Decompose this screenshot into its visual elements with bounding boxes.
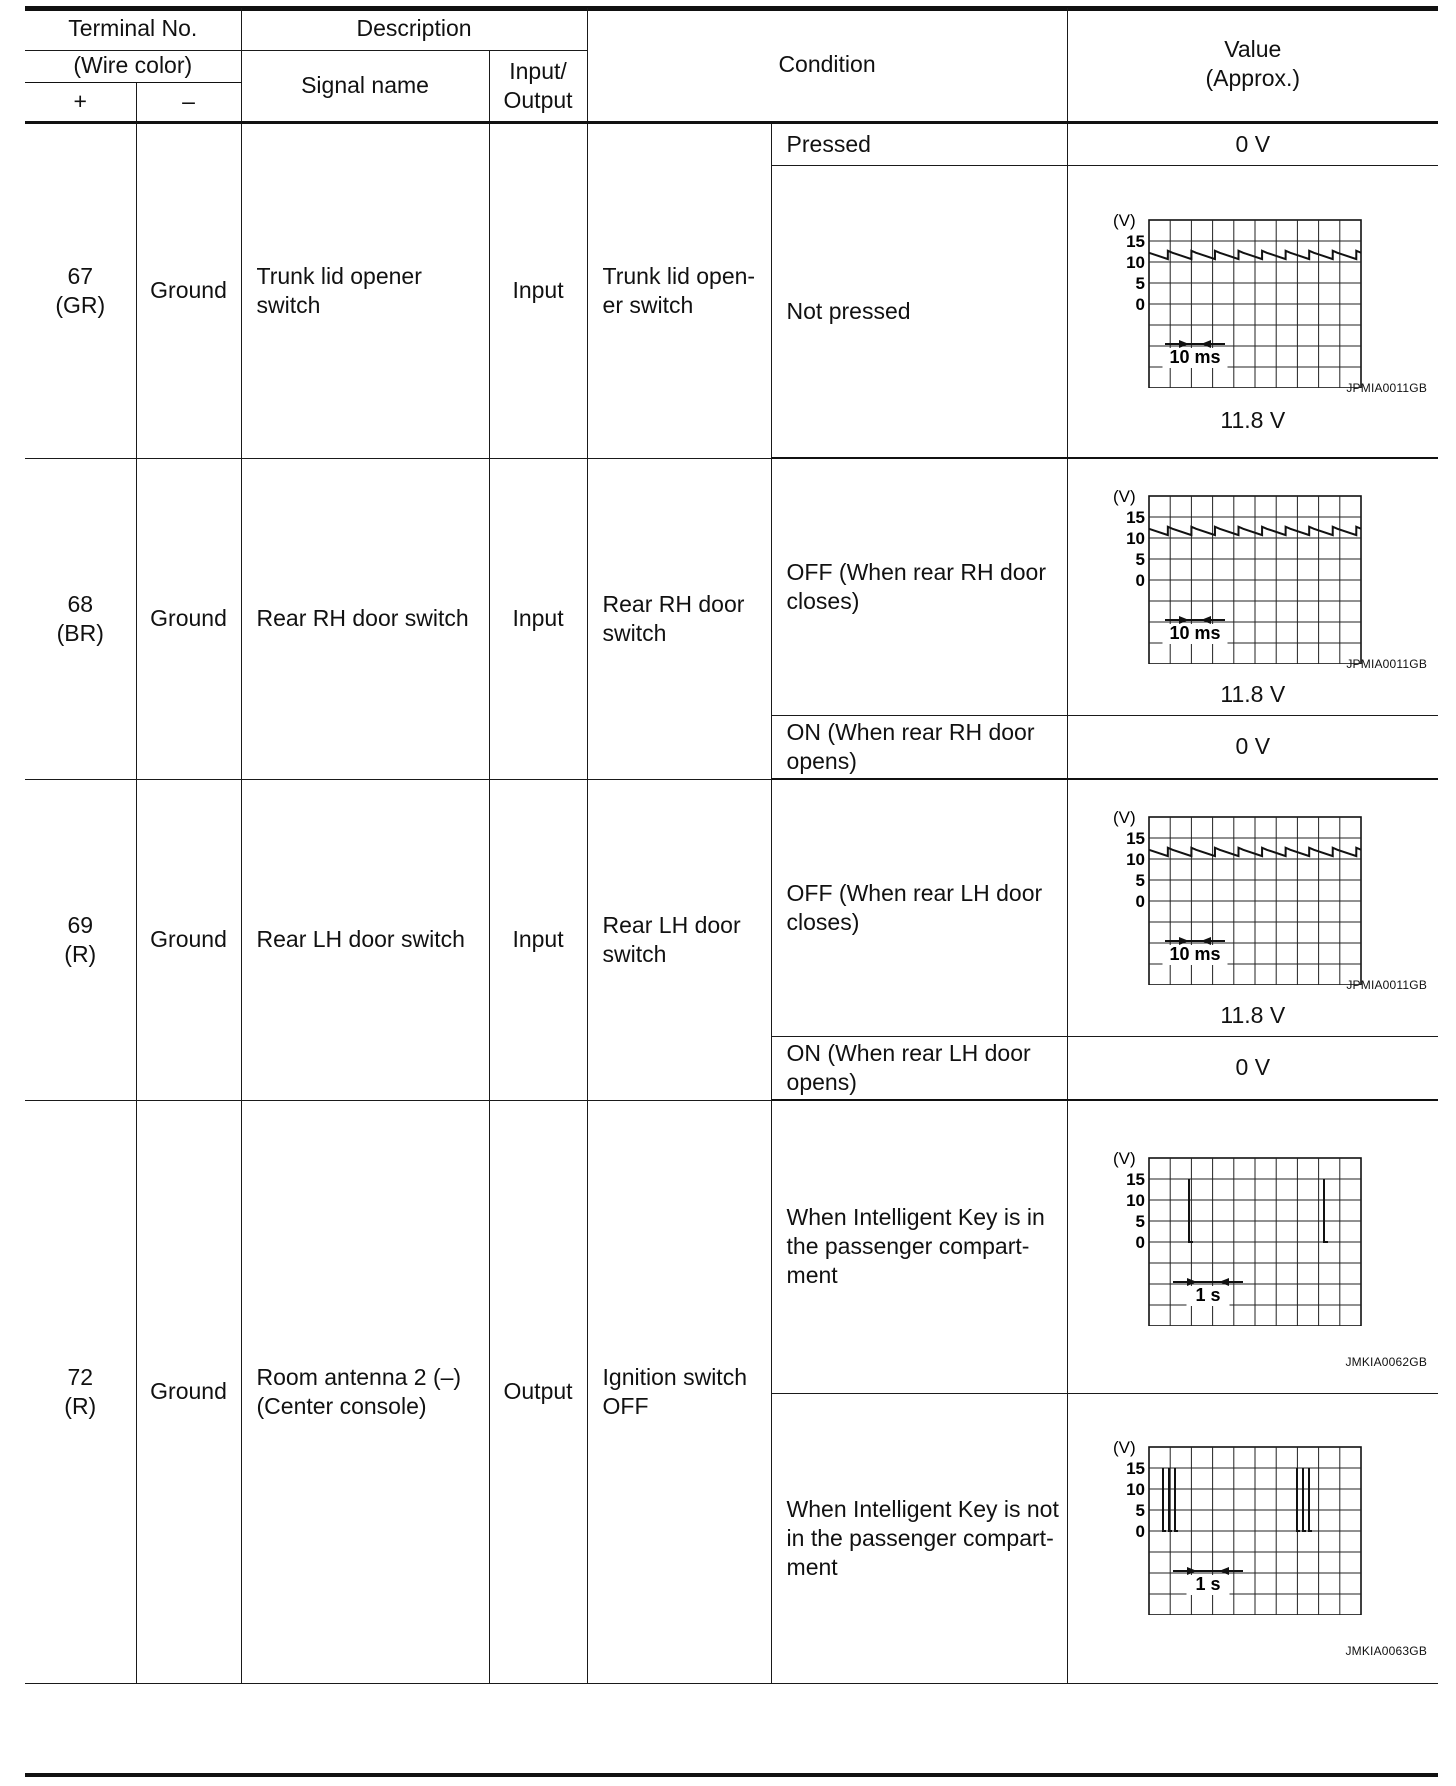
oscilloscope-waveform bbox=[1113, 1435, 1363, 1615]
minus-terminal: Ground bbox=[136, 779, 241, 1100]
wire-color-label: (Wire color) bbox=[73, 51, 193, 78]
condition-line: Trunk lid open- bbox=[602, 262, 756, 289]
terminal-number: 67 bbox=[67, 262, 94, 289]
state-condition bbox=[771, 1393, 1067, 1683]
signal-name-cell bbox=[241, 122, 489, 458]
scope-tick-label: 0 bbox=[1135, 1522, 1145, 1541]
terminal-table bbox=[25, 8, 1438, 1684]
state-condition-line: opens) bbox=[786, 747, 857, 774]
state-condition-line: the passenger compart- bbox=[786, 1233, 1030, 1260]
scope-tick-label: 15 bbox=[1125, 828, 1145, 848]
condition-cell bbox=[587, 122, 771, 458]
plus-label: + bbox=[73, 88, 87, 114]
state-condition bbox=[771, 458, 1067, 715]
signal-name-line: Trunk lid opener bbox=[256, 262, 422, 289]
table-row bbox=[25, 779, 1438, 1036]
terminal-cell bbox=[25, 1100, 136, 1683]
io-cell: Input bbox=[489, 122, 587, 458]
state-condition bbox=[771, 715, 1067, 779]
state-condition-line: ON (When rear LH door bbox=[786, 1039, 1031, 1066]
state-condition-line: closes) bbox=[786, 908, 860, 935]
scope-time-label: 10 ms bbox=[1169, 943, 1221, 964]
condition-line: Rear LH door bbox=[602, 911, 741, 938]
state-value: 0 V bbox=[1067, 122, 1438, 165]
scope-unit-label: (V) bbox=[1112, 1438, 1136, 1457]
input-output-label-2: Output bbox=[503, 86, 573, 113]
figure-id: JMKIA0062GB bbox=[1345, 1355, 1428, 1370]
state-condition bbox=[771, 1036, 1067, 1100]
scope-time-label: 10 ms bbox=[1169, 622, 1221, 643]
scope-tick-label: 10 bbox=[1125, 849, 1145, 869]
state-condition-line: in the passenger compart- bbox=[786, 1524, 1054, 1551]
signal-name-label: Signal name bbox=[301, 72, 429, 98]
plus-header bbox=[25, 82, 136, 122]
condition-line: Rear RH door bbox=[602, 590, 745, 617]
state-condition-line: ment bbox=[786, 1553, 838, 1580]
scope-tick-label: 15 bbox=[1125, 232, 1145, 252]
figure-id: JPMIA0011GB bbox=[1346, 977, 1428, 992]
signal-name-cell bbox=[241, 1100, 489, 1683]
scope-time-label: 1 s bbox=[1195, 1574, 1221, 1594]
state-condition-line: When Intelligent Key is not bbox=[786, 1495, 1059, 1522]
oscilloscope-waveform bbox=[1113, 805, 1363, 985]
scope-tick-label: 5 bbox=[1135, 1212, 1145, 1232]
wire-color: (GR) bbox=[55, 291, 106, 318]
wire-color: (R) bbox=[64, 940, 97, 967]
minus-terminal: Ground bbox=[136, 458, 241, 779]
figure-id: JPMIA0011GB bbox=[1346, 656, 1428, 671]
state-condition-line: opens) bbox=[786, 1068, 857, 1095]
terminal-number: 69 bbox=[67, 911, 94, 938]
state-condition-line: ON (When rear RH door bbox=[786, 718, 1035, 745]
signal-name-line: Rear LH door switch bbox=[256, 926, 465, 952]
state-value: 0 V bbox=[1067, 1036, 1438, 1100]
signal-name-cell bbox=[241, 458, 489, 779]
state-value-cell bbox=[1067, 1393, 1438, 1683]
scope-time-label: 10 ms bbox=[1169, 347, 1221, 368]
scope-tick-label: 10 bbox=[1125, 1191, 1145, 1211]
scope-tick-label: 5 bbox=[1135, 1501, 1145, 1520]
scope-tick-label: 0 bbox=[1135, 891, 1145, 911]
state-value-cell bbox=[1067, 458, 1438, 715]
description-header bbox=[241, 8, 587, 50]
terminal-table-container bbox=[25, 8, 1438, 1684]
terminal-no-header bbox=[25, 8, 241, 50]
terminal-number: 68 bbox=[67, 590, 94, 617]
oscilloscope-waveform bbox=[1113, 484, 1363, 664]
terminal-no-label: Terminal No. bbox=[68, 15, 198, 42]
wire-color-header bbox=[25, 50, 241, 82]
condition-cell bbox=[587, 779, 771, 1100]
wire-color: (BR) bbox=[56, 619, 104, 646]
wire-color: (R) bbox=[64, 1392, 97, 1419]
state-condition: Pressed bbox=[771, 122, 1067, 165]
oscilloscope-waveform bbox=[1113, 208, 1363, 388]
terminal-cell bbox=[25, 779, 136, 1100]
condition-line: switch bbox=[602, 940, 667, 967]
condition-line: er switch bbox=[602, 291, 694, 318]
scope-trace bbox=[1189, 1179, 1328, 1242]
io-cell: Input bbox=[489, 779, 587, 1100]
scope-tick-label: 5 bbox=[1135, 549, 1145, 569]
minus-terminal: Ground bbox=[136, 122, 241, 458]
scope-tick-label: 5 bbox=[1135, 274, 1145, 294]
scope-tick-label: 15 bbox=[1125, 507, 1145, 527]
scope-tick-label: 10 bbox=[1125, 1480, 1145, 1499]
scope-unit-label: (V) bbox=[1112, 211, 1136, 231]
oscilloscope-waveform bbox=[1113, 1146, 1363, 1326]
scope-unit-label: (V) bbox=[1112, 1149, 1136, 1169]
figure-id: JPMIA0011GB bbox=[1346, 381, 1428, 396]
state-condition-line: OFF (When rear LH door bbox=[786, 879, 1043, 906]
table-row bbox=[25, 458, 1438, 715]
signal-name-header bbox=[241, 50, 489, 122]
io-cell: Input bbox=[489, 458, 587, 779]
scope-tick-label: 15 bbox=[1125, 1170, 1145, 1190]
signal-name-line: Room antenna 2 (–) bbox=[256, 1363, 462, 1390]
scope-trace bbox=[1163, 1468, 1312, 1531]
scope-tick-label: 15 bbox=[1125, 1459, 1145, 1478]
scope-time-label: 1 s bbox=[1195, 1285, 1221, 1306]
state-condition bbox=[771, 779, 1067, 1036]
scope-tick-label: 5 bbox=[1135, 870, 1145, 890]
condition-header bbox=[587, 8, 1067, 122]
signal-name-cell bbox=[241, 779, 489, 1100]
condition-cell bbox=[587, 1100, 771, 1683]
signal-name-line: (Center console) bbox=[256, 1392, 427, 1419]
scope-tick-label: 10 bbox=[1125, 528, 1145, 548]
table-row bbox=[25, 122, 1438, 165]
input-output-label-1: Input/ bbox=[509, 57, 567, 84]
scope-tick-label: 0 bbox=[1135, 570, 1145, 590]
state-value-cell bbox=[1067, 1100, 1438, 1393]
state-condition: Not pressed bbox=[771, 165, 1067, 458]
state-condition bbox=[771, 1100, 1067, 1393]
scope-unit-label: (V) bbox=[1112, 807, 1136, 827]
terminal-cell bbox=[25, 458, 136, 779]
bottom-rule bbox=[25, 1773, 1438, 1777]
state-value-cell bbox=[1067, 779, 1438, 1036]
description-label: Description bbox=[356, 15, 472, 42]
terminal-number: 72 bbox=[67, 1363, 94, 1390]
input-output-header bbox=[489, 50, 587, 122]
table-row bbox=[25, 1100, 1438, 1393]
scope-tick-label: 10 bbox=[1125, 253, 1145, 273]
state-condition-line: ment bbox=[786, 1262, 838, 1289]
condition-line: OFF bbox=[602, 1392, 649, 1419]
value-header bbox=[1067, 8, 1438, 122]
condition-line: switch bbox=[602, 619, 667, 646]
condition-label: Condition bbox=[778, 50, 876, 77]
scope-tick-label: 0 bbox=[1135, 1233, 1145, 1253]
io-cell: Output bbox=[489, 1100, 587, 1683]
state-value: 11.8 V bbox=[1220, 1001, 1286, 1028]
state-value-cell bbox=[1067, 165, 1438, 458]
state-value: 0 V bbox=[1067, 715, 1438, 779]
state-condition-line: When Intelligent Key is in bbox=[786, 1204, 1045, 1231]
condition-line: Ignition switch bbox=[602, 1363, 747, 1390]
minus-label: – bbox=[182, 88, 195, 114]
scope-unit-label: (V) bbox=[1112, 486, 1136, 506]
state-value: 11.8 V bbox=[1220, 407, 1286, 434]
condition-cell bbox=[587, 458, 771, 779]
state-condition-line: closes) bbox=[786, 587, 860, 614]
signal-name-line: switch bbox=[256, 291, 321, 318]
state-condition-line: OFF (When rear RH door bbox=[786, 558, 1046, 585]
approx-label: (Approx.) bbox=[1205, 65, 1301, 92]
signal-name-line: Rear RH door switch bbox=[256, 605, 469, 631]
scope-tick-label: 0 bbox=[1135, 295, 1145, 315]
minus-terminal: Ground bbox=[136, 1100, 241, 1683]
value-label: Value bbox=[1224, 36, 1282, 63]
figure-id: JMKIA0063GB bbox=[1345, 1644, 1428, 1658]
terminal-cell bbox=[25, 122, 136, 458]
state-value: 11.8 V bbox=[1220, 680, 1286, 707]
minus-header bbox=[136, 82, 241, 122]
